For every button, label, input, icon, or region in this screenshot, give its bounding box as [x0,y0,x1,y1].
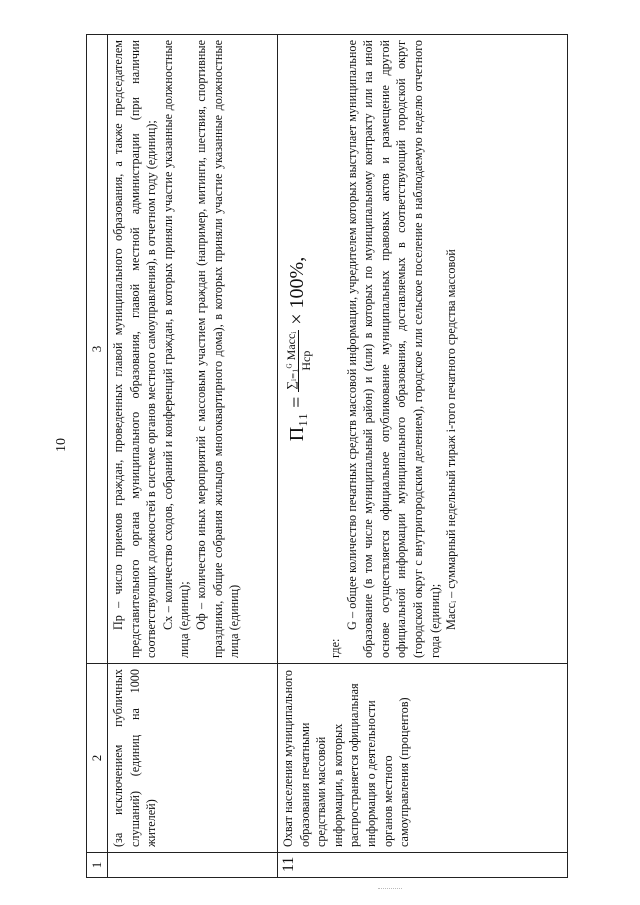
calculation-cell [108,35,278,664]
table-row-11 [278,35,568,878]
header-col-2: 2 [87,664,108,853]
indicator-name-text: Охват населения муниципального образования печатными средствами массовой информации, в которых распространяется официальная информация о деятельности органов местного самоуправления (процентов) [281,669,412,847]
table-row-continued [108,35,278,878]
indicator-name-text: (за исключением публичных слушаний) (единиц на 1000 жителей) [111,669,159,847]
page-number: 10 [54,438,69,452]
header-col-1: 1 [87,853,108,878]
formula-denominator: Нср [299,350,313,371]
definition-sx: Сх – количество сходов, собраний и конференций граждан, в которых приняли участие указанные должностные лица (единиц); [160,40,192,658]
where-label: где: [328,638,342,658]
header-col-3: 3 [87,35,108,664]
formula-lhs: П₁₁ = [286,396,309,442]
row-number-cell: 11 [278,853,568,878]
formula-numerator: ∑ᵢ₌₁ᴳ Массᵢ [284,331,298,390]
table-header-row [87,35,108,878]
indicator-name-cell [278,664,568,853]
formula-p11 [284,40,313,658]
formula-rhs: × 100%, [286,256,309,325]
row-number-cell [108,853,278,878]
definition-pr: Пр – число приемов граждан, проведенных главой муниципального образования, а также председателем представительного органа муниципального образования, главой местной администрации (при наличии соответствующих должностей в системе органов местного самоуправления), в отчетном году (единиц); [111,40,159,658]
indicator-name-cell [108,664,278,853]
calculation-cell [278,35,568,664]
formula-fraction [284,330,313,392]
indicator-table [86,34,568,878]
scan-mark [378,878,402,889]
rotated-table-page [86,34,570,878]
definition-mass: Массᵢ – суммарный недельный тираж i-того печатного средства массовой [444,249,459,630]
definition-g: G – общее количество печатных средств массовой информации, учредителем которых выступает муниципальное образование (в том числе муниципальный район) и (или) в которых по муниципальному контракту или на иной основе осуществляется официальное опубликование муниципальных правовых актов и размещение другой официальной информации муниципального образования, доставляемых в соответствующий городской округ (городской округ с внутригородским делением), городское или сельское поселение в наблюдаемую неделю отчетного года (единиц); [344,40,442,658]
definition-of: Оф – количество иных мероприятий с массовым участием граждан (например, митинги, шествия, спортивные праздники, общие собрания жильцов многоквартирного дома), в которых приняли участие указанные должностные лица (единиц) [193,40,242,658]
